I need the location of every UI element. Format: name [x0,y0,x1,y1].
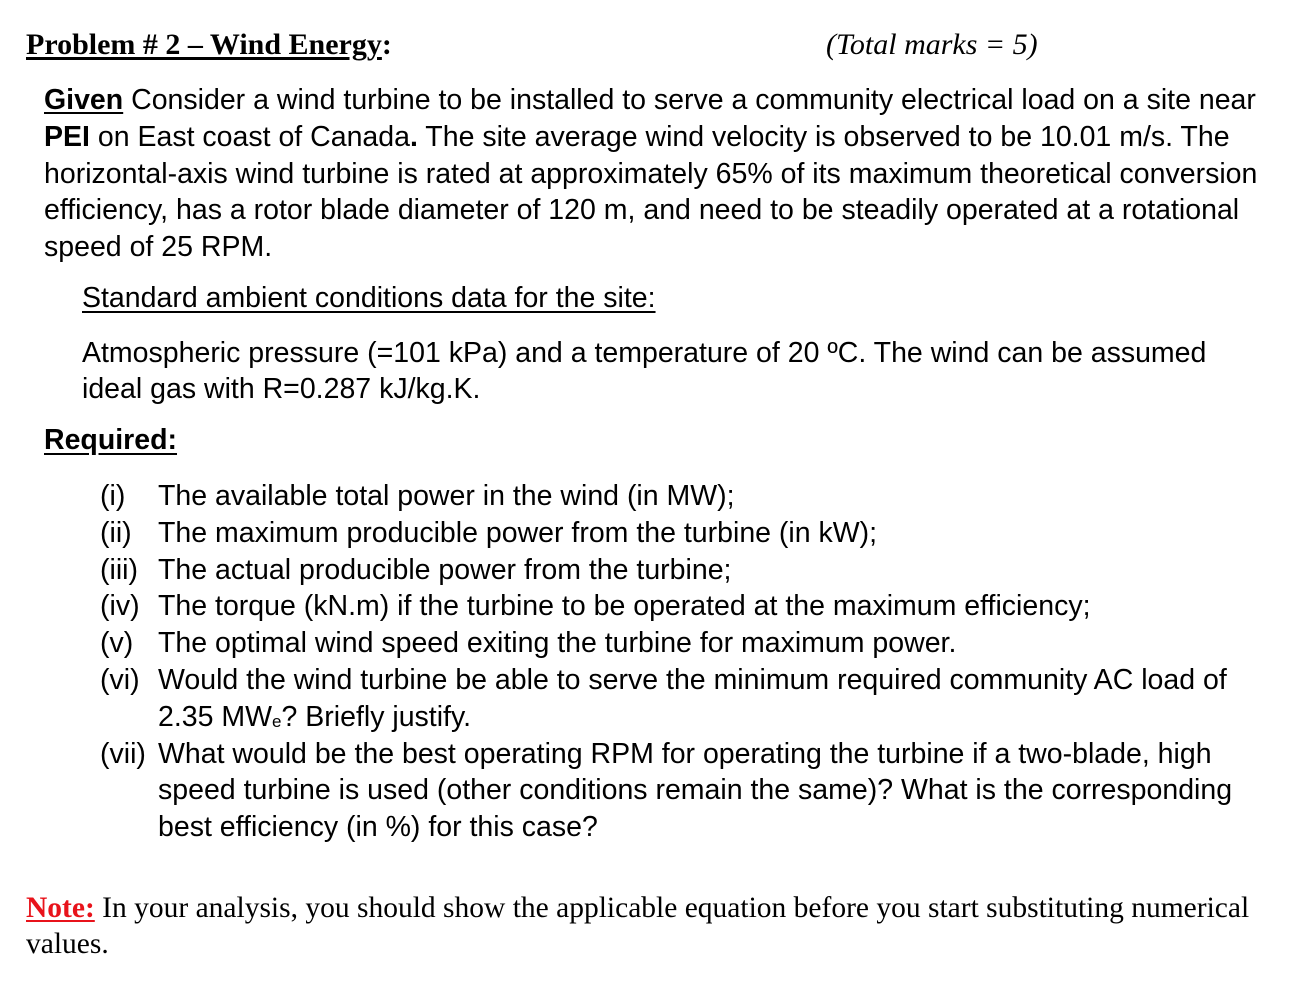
required-list [100,478,1280,846]
required-item: (ii) The maximum producible power from the turbine (in kW); [100,516,878,549]
problem-header [26,28,1276,68]
required-item: (v) The optimal wind speed exiting the turbine for maximum power. [100,627,957,660]
site-name: PEI [44,120,90,153]
required-heading: Required: [44,424,178,456]
required-item: (vi) Would the wind turbine be able to serve the minimum required community AC load of 2.35 $MW_e$? Briefly justify. [100,663,1227,733]
note-paragraph: Note: In your analysis, you should show the applicable equation before you start substituting numerical values. [26,892,1250,960]
ambient-heading: Standard ambient conditions data for the site: [82,282,656,314]
required-item: (iii) The actual producible power from the turbine; [100,553,732,586]
given-label: Given [44,84,124,116]
ambient-paragraph: Atmospheric pressure (=101 kPa) and a temperature of 20 ºC. The wind can be assumed ideal gas with R=0.287 kJ/kg.K. [82,337,1207,405]
required-item: (vii) What would be the best operating RPM for operating the turbine if a two-blade, high speed turbine is used (other conditions remain the same)? What is the corresponding best efficiency (in %) for this case? [100,737,1233,844]
given-paragraph: Given Consider a wind turbine to be installed to serve a community electrical load on a site near PEI on East coast of Canada. The site average wind velocity is observed to be 10.01 m/s. The horizontal-axis wind turbine is rated at approximately 65% of its maximum theoretical conversion efficiency, has a rotor blade diameter of 120 m, and need to be steadily operated at a rotational speed of 25 RPM. [44,84,1258,264]
required-item: (i) The available total power in the wind (in MW); [100,480,735,512]
required-item: (iv) The torque (kN.m) if the turbine to be operated at the maximum efficiency; [100,590,1091,623]
note-label: Note: [26,892,95,924]
total-marks: (Total marks = 5) [826,28,1038,61]
problem-title: Problem # 2 – Wind Energy: [26,28,392,61]
